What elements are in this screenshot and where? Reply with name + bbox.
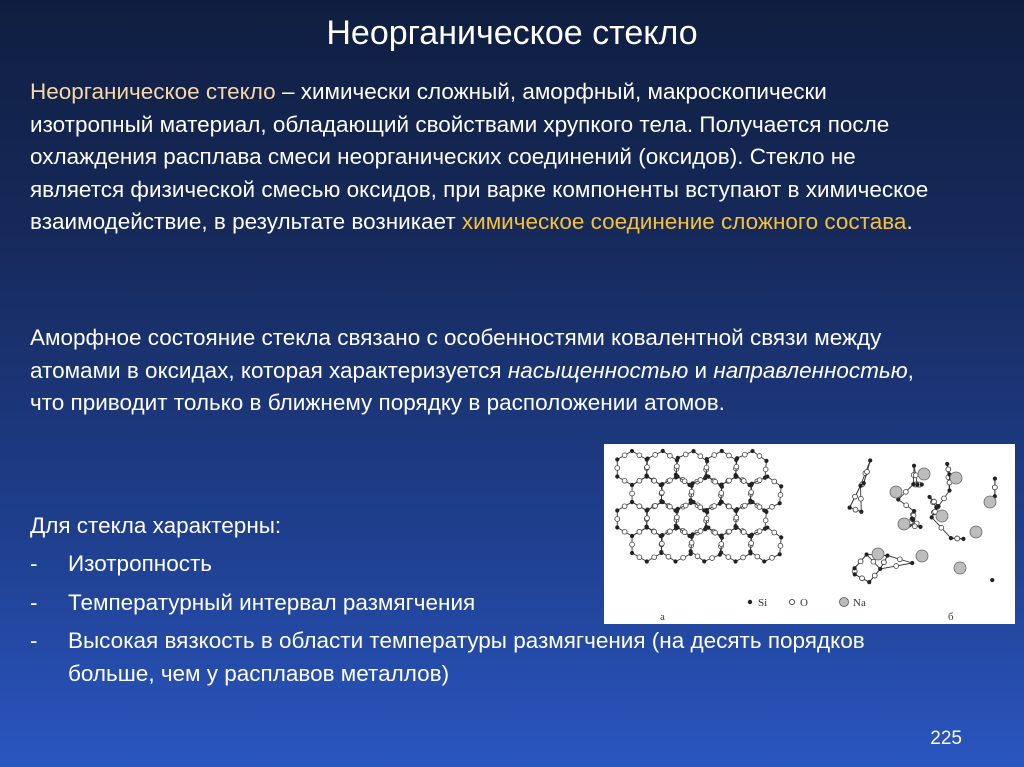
glass-network <box>848 458 998 584</box>
page-number: 225 <box>930 728 962 749</box>
legend-o: O <box>800 597 808 609</box>
o-legend-icon <box>789 599 794 604</box>
figure-label-b: б <box>948 611 954 623</box>
slide-title: Неорганическое стекло <box>326 14 698 52</box>
list-item <box>30 625 930 690</box>
figure-legend <box>748 597 866 609</box>
highlighted-phrase: химическое соединение сложного состава <box>461 209 907 234</box>
emphasis-directionality: направленностью <box>713 357 908 383</box>
amorphous-text-and: и <box>688 357 714 383</box>
list-item-text: Высокая вязкость в области температуры размягчения (на десять порядков больше, чем у расплавов металлов) <box>68 628 865 686</box>
amorphous-text-end: , что приводит только в ближнему порядку в расположении атомов. <box>30 357 914 415</box>
legend-na: Na <box>853 597 866 609</box>
na-legend-icon <box>840 598 849 607</box>
crystalline-network <box>615 449 783 564</box>
defined-term: Неорганическое стекло <box>30 79 276 104</box>
figure-label-a: а <box>660 611 665 623</box>
definition-end: . <box>906 209 913 234</box>
list-bullet: - <box>30 589 38 615</box>
si-legend-icon <box>748 600 752 604</box>
amorphous-text-start: Аморфное состояние стекла связано с особенностями ковалентной связи между атомами в оксидах, которая характеризуется <box>30 325 882 383</box>
structure-diagram <box>604 444 1015 624</box>
emphasis-saturation: насыщенностью <box>507 357 689 383</box>
list-bullet: - <box>30 628 38 653</box>
amorphous-paragraph <box>30 322 950 420</box>
list-intro: Для стекла характерны: <box>30 513 282 538</box>
list-item-text: Изотропность <box>68 551 212 576</box>
legend-si: Si <box>758 597 768 609</box>
list-item-text: Температурный интервал размягчения <box>68 589 476 615</box>
list-bullet: - <box>30 551 38 576</box>
definition-text: – химически сложный, аморфный, макроскопически изотропный материал, обладающий свойствами хрупкого тела. Получается после охлаждения расплава смеси неорганических соединений (оксидов). Стекло не является физической смесью оксидов, при варке компоненты вступают в химическое взаимодействие, в результате возникает <box>30 79 929 234</box>
definition-paragraph <box>30 76 950 239</box>
glass-structure-figure <box>604 444 1015 624</box>
